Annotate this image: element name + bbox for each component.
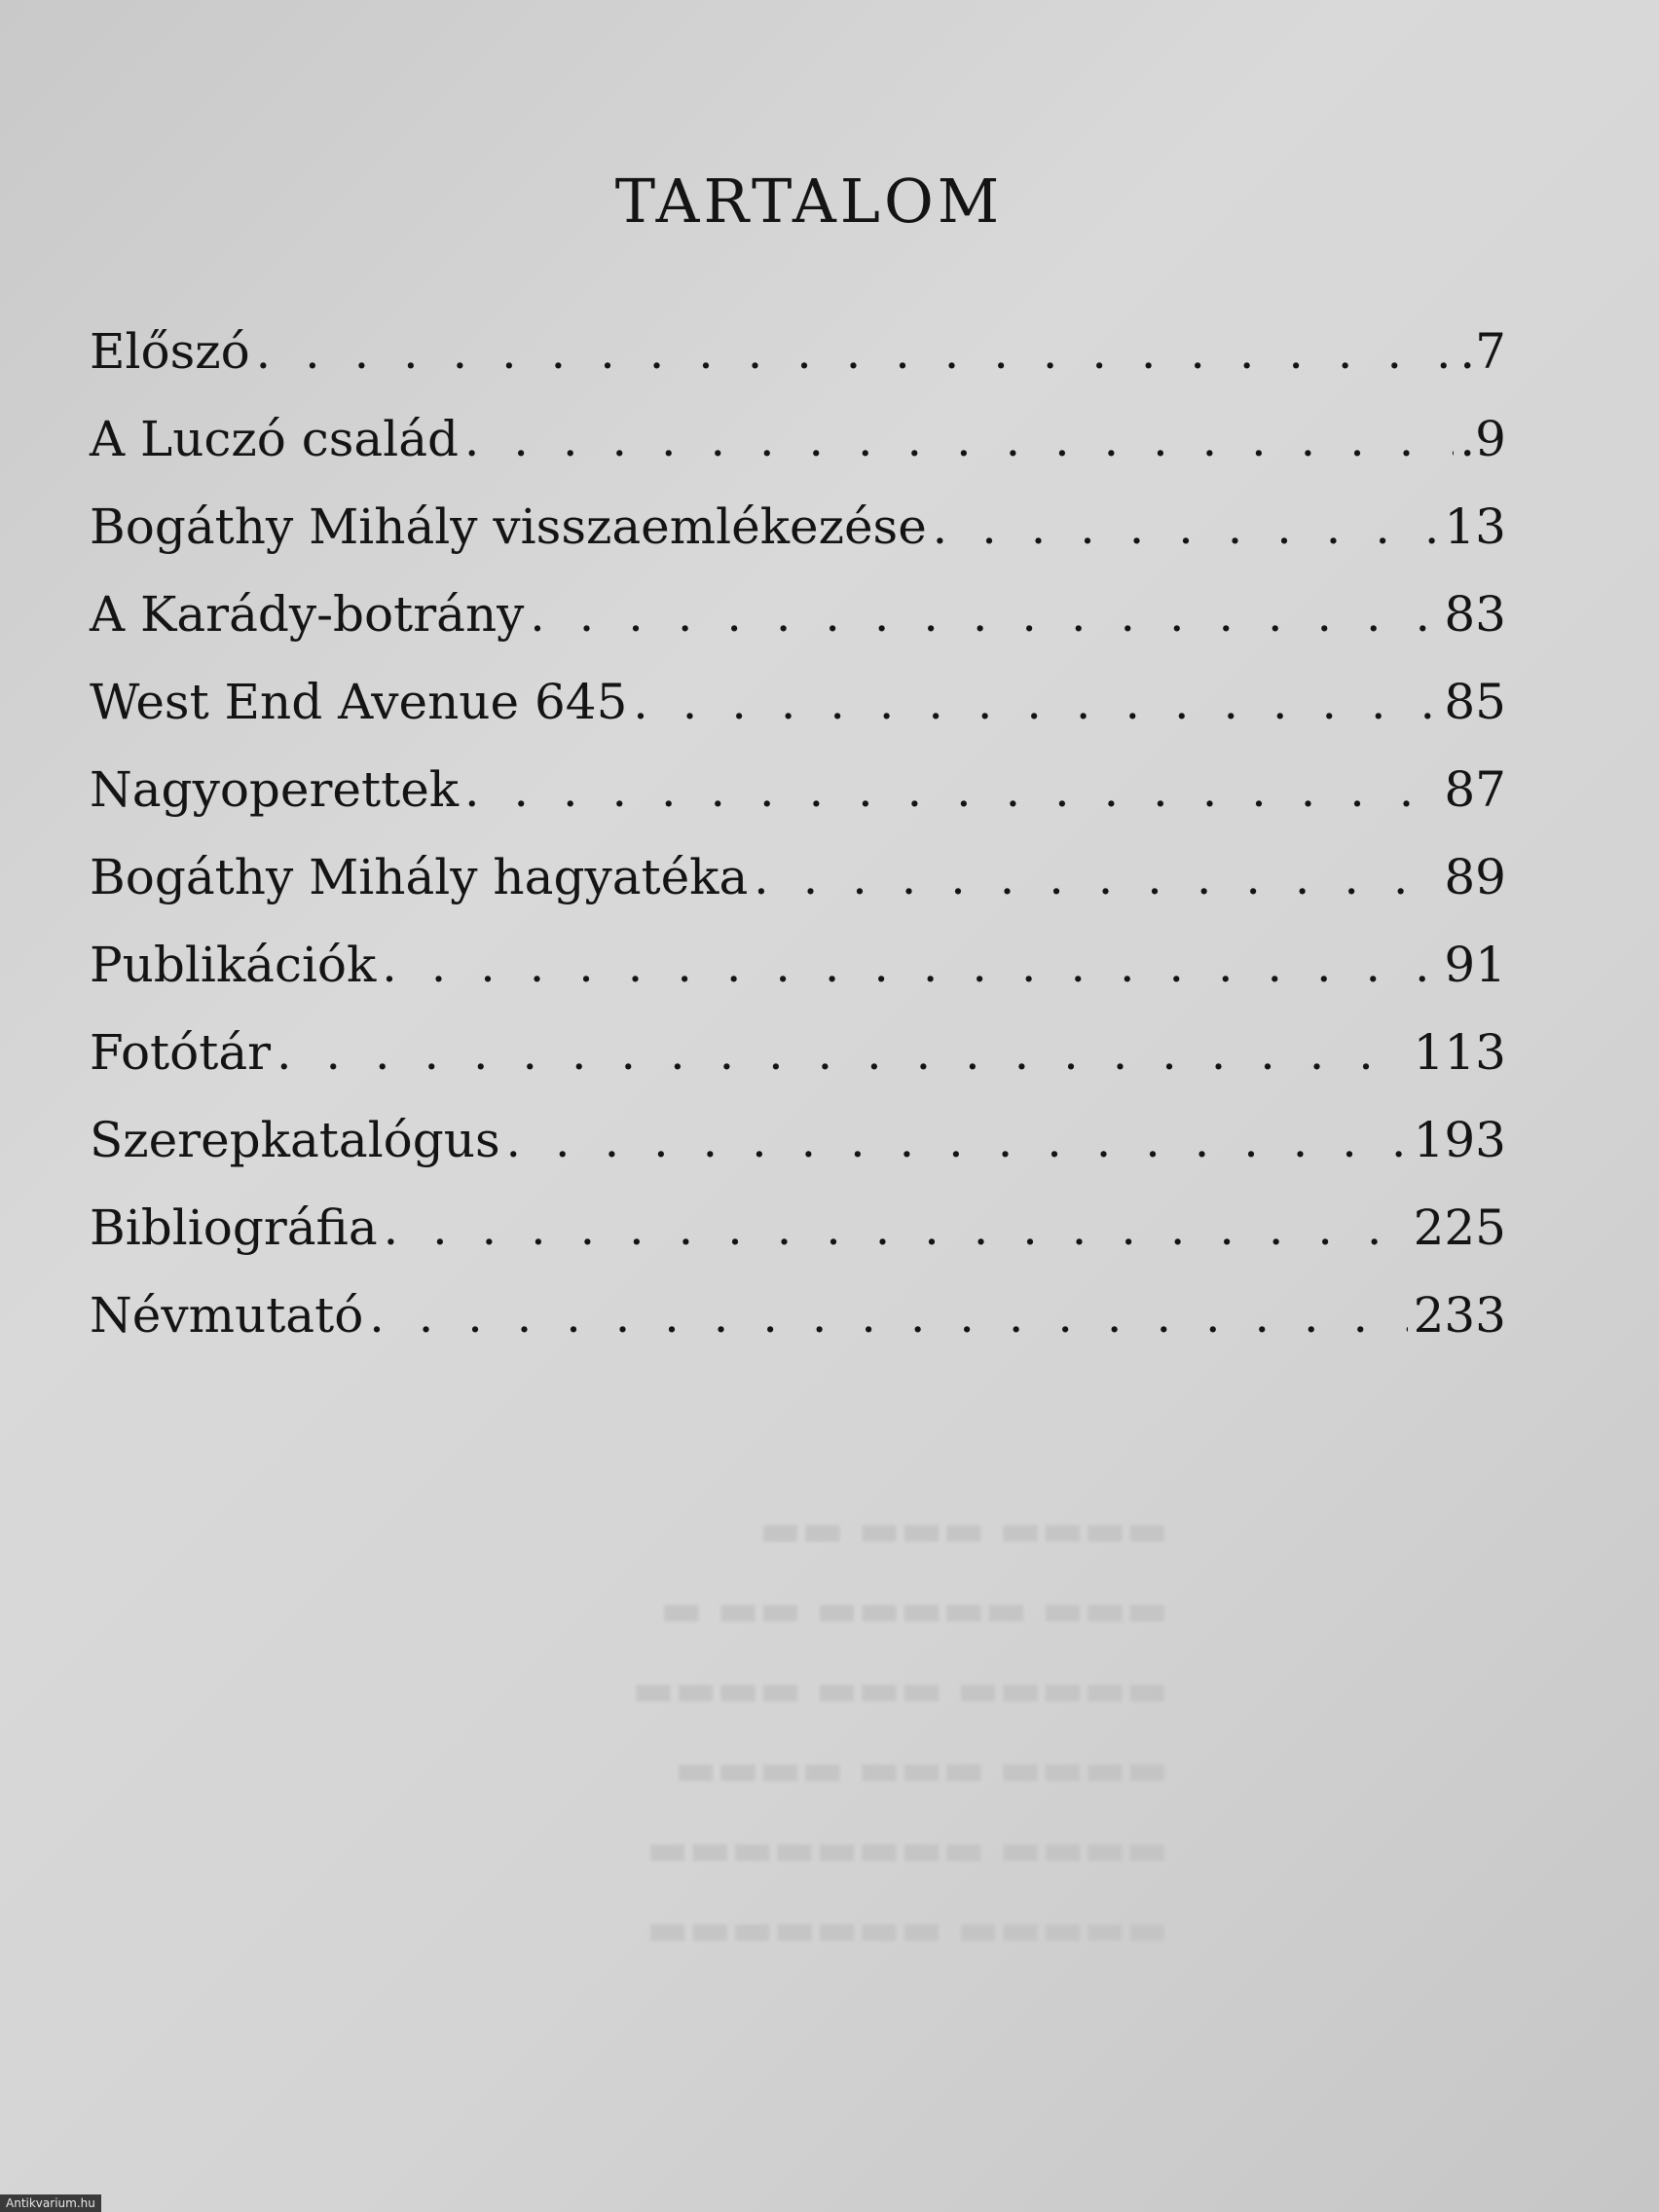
toc-entry-title: A Karády-botrány: [90, 586, 525, 643]
dot-leader: [754, 834, 1438, 922]
toc-entry-title: Névmutató: [90, 1287, 364, 1344]
toc-entry-page: 233: [1413, 1287, 1506, 1344]
dot-leader: [933, 484, 1439, 571]
toc-entry-page: .9: [1459, 411, 1506, 467]
table-of-contents: [90, 308, 1506, 1359]
toc-entry: [90, 395, 1506, 483]
dot-leader: [464, 747, 1438, 834]
dot-leader: [382, 922, 1438, 1010]
page-title: TARTALOM: [614, 166, 1004, 237]
toc-entry: [90, 1272, 1506, 1359]
dot-leader: [276, 1010, 1408, 1097]
toc-entry-page: 113: [1413, 1024, 1506, 1081]
toc-entry-title: Bogáthy Mihály visszaemlékezése: [90, 498, 927, 555]
toc-entry-title: Bibliográfia: [90, 1199, 378, 1256]
toc-entry-page: 89: [1444, 849, 1506, 905]
toc-entry: [90, 746, 1506, 833]
toc-entry-page: 91: [1444, 937, 1506, 993]
toc-entry-page: 87: [1444, 761, 1506, 818]
toc-entry-title: Előszó: [90, 323, 250, 380]
toc-entry-page: 193: [1413, 1112, 1506, 1168]
toc-entry-page: 225: [1413, 1199, 1506, 1256]
toc-entry: [90, 483, 1506, 571]
toc-entry-title: A Luczó család: [90, 411, 460, 467]
toc-entry-page: 85: [1444, 674, 1506, 730]
toc-entry-page: 13: [1444, 498, 1506, 555]
dot-leader: [530, 571, 1438, 659]
dot-leader: [256, 309, 1455, 396]
toc-entry: [90, 308, 1506, 395]
toc-entry: [90, 1184, 1506, 1272]
show-through-reverse-text: ▬▬▬▬ ▬▬▬ ▬▬ ▬▬▬ ▬▬▬▬▬ ▬▬ ▬ ▬▬▬▬▬ ▬▬▬ ▬▬▬▬ ▬▬▬▬ ▬▬▬ ▬▬▬▬ ▬▬▬▬ ▬▬▬▬▬▬▬▬ ▬▬▬▬▬ ▬▬▬▬▬▬▬: [632, 1503, 1168, 1955]
watermark-label: Antikvarium.hu: [0, 2194, 101, 2212]
dot-leader: [633, 659, 1438, 747]
dot-leader: [506, 1097, 1408, 1185]
toc-entry: [90, 571, 1506, 658]
toc-entry-title: Publikációk: [90, 937, 377, 993]
dot-leader: [384, 1185, 1408, 1272]
toc-entry: [90, 921, 1506, 1009]
toc-entry-title: Fotótár: [90, 1024, 272, 1081]
dot-leader: [369, 1272, 1407, 1360]
toc-entry-title: West End Avenue 645: [90, 674, 628, 730]
toc-entry-title: Bogáthy Mihály hagyatéka: [90, 849, 749, 905]
toc-entry-title: Nagyoperettek: [90, 761, 460, 818]
toc-entry-page: 83: [1444, 586, 1506, 643]
toc-entry: [90, 1009, 1506, 1096]
toc-entry: [90, 833, 1506, 921]
dot-leader: [464, 396, 1454, 484]
toc-entry-title: Szerepkatalógus: [90, 1112, 500, 1168]
toc-entry: [90, 658, 1506, 746]
toc-entry-page: .7: [1459, 323, 1506, 380]
toc-entry: [90, 1096, 1506, 1184]
